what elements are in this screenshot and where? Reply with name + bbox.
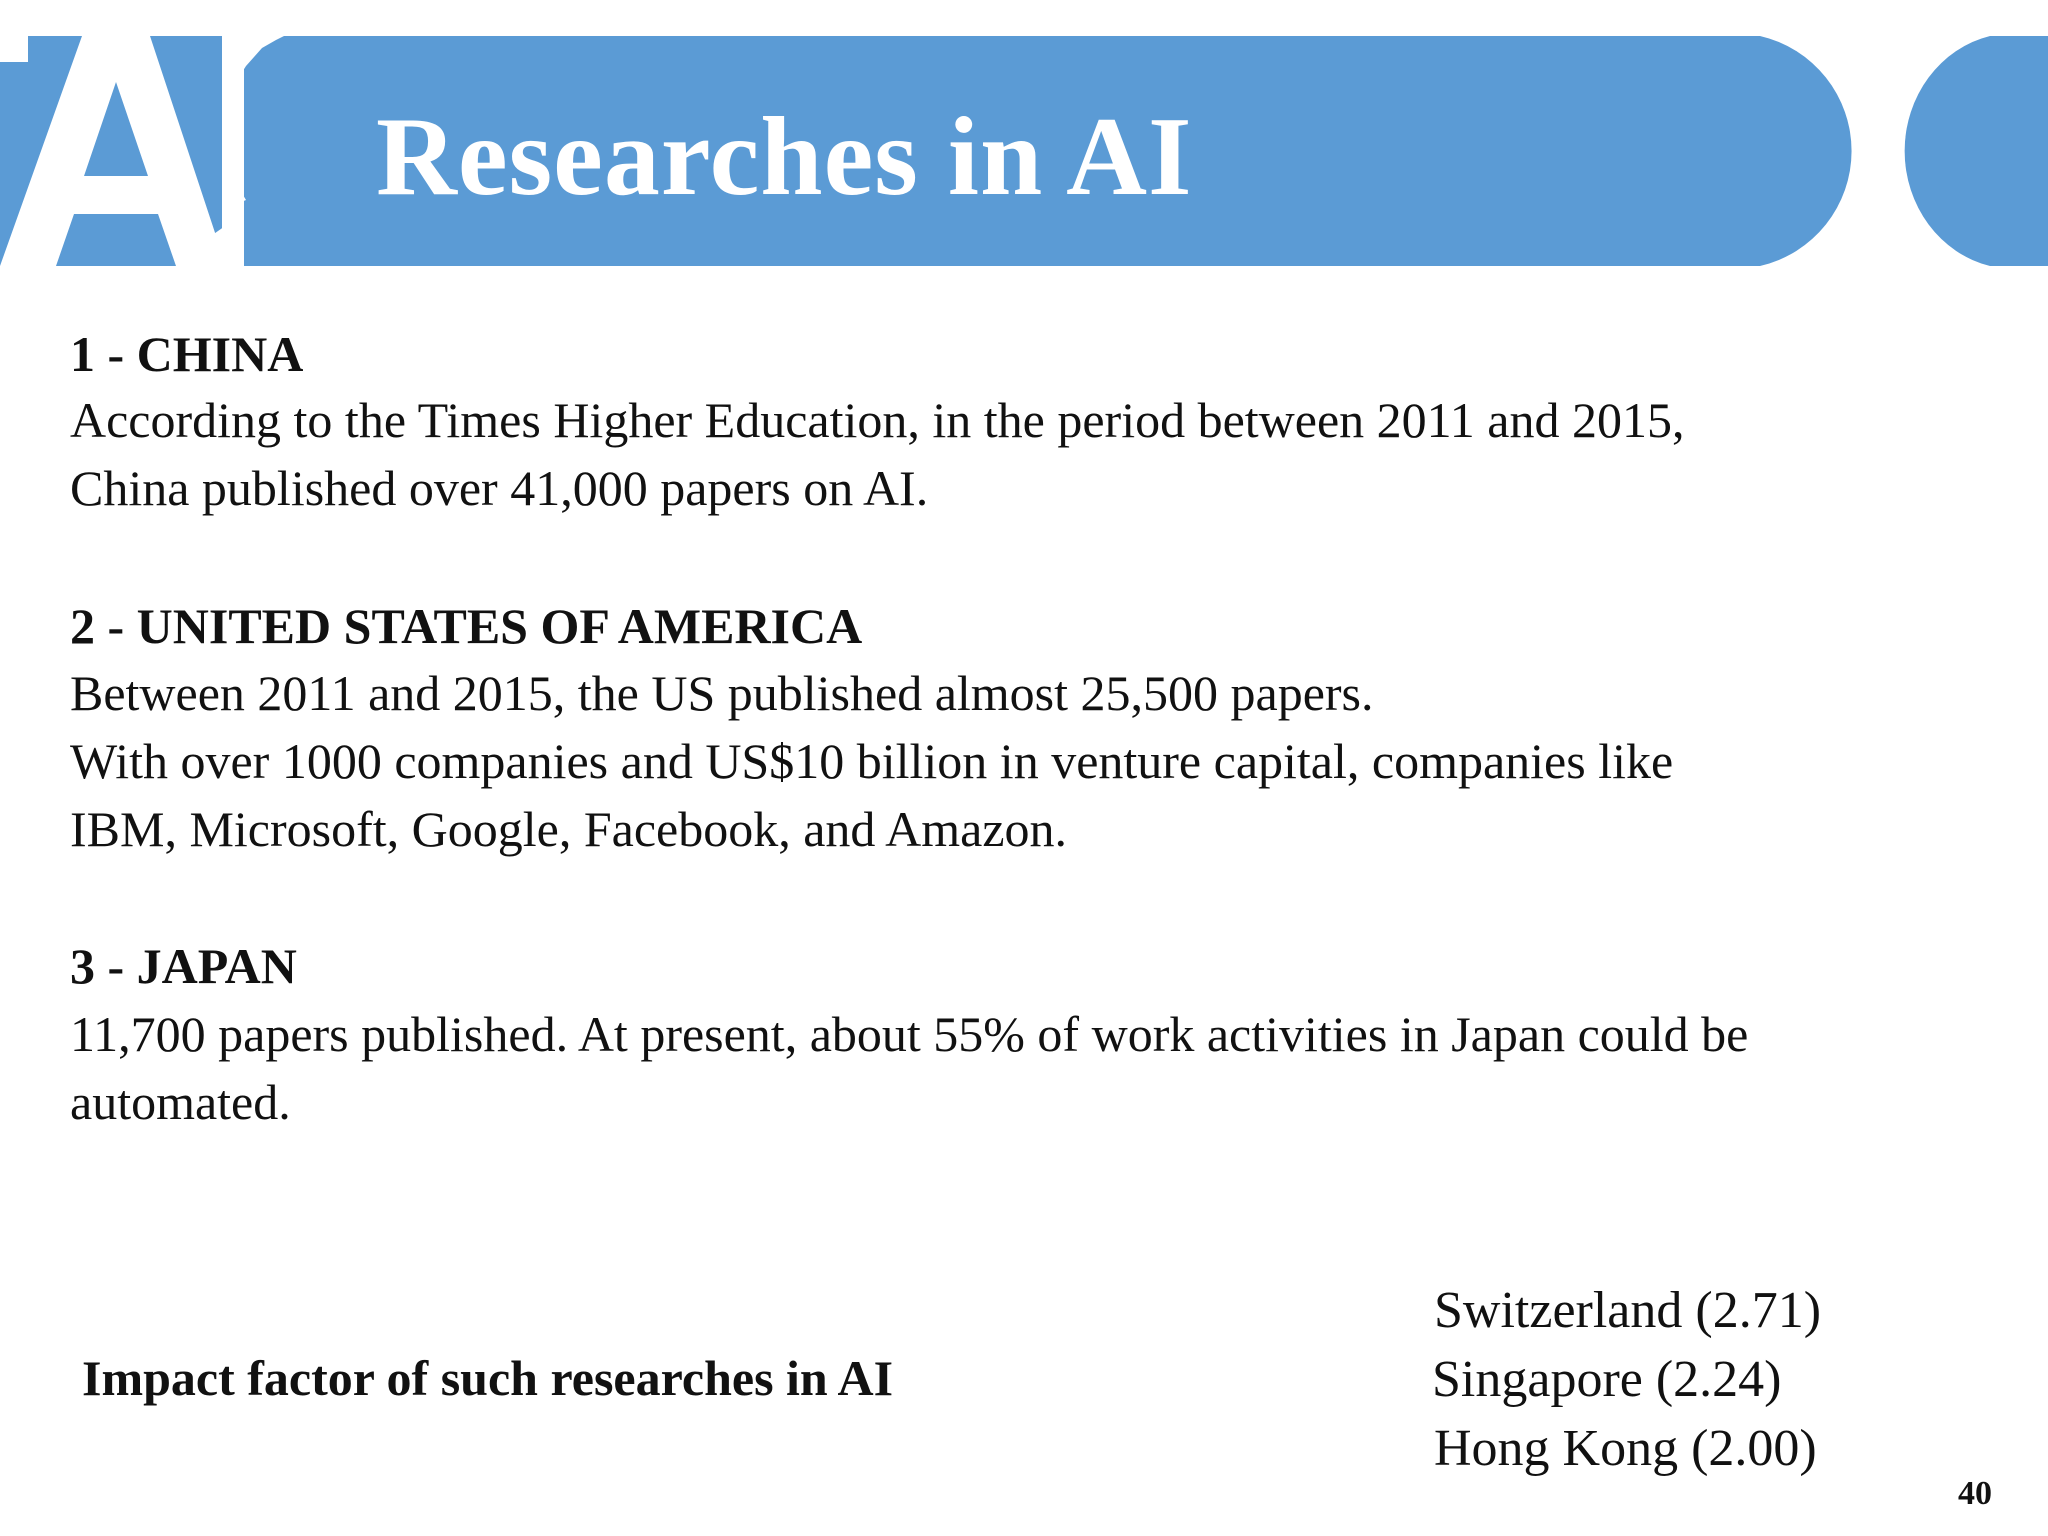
- section-body-japan: 11,700 papers published. At present, about 55% of work activities in Japan could be automated.: [70, 1006, 1749, 1130]
- impact-factor-list: [1432, 1276, 1821, 1483]
- page-number: 40: [1958, 1475, 1992, 1512]
- banner-right-ornament: [1905, 36, 2048, 266]
- section-body-china: According to the Times Higher Education, in the period between 2011 and 2015, China published over 41,000 papers on AI.: [70, 392, 1685, 516]
- section-body-usa: Between 2011 and 2015, the US published almost 25,500 papers. With over 1000 companies and US$10 billion in venture capital, companies like IBM, Microsoft, Google, Facebook, and Amazon.: [70, 665, 1674, 857]
- impact-item-hong-kong: Hong Kong (2.00): [1434, 1420, 1817, 1477]
- impact-item-switzerland: Switzerland (2.71): [1434, 1282, 1822, 1339]
- section-heading-china: 1 - CHINA: [70, 326, 304, 382]
- slide-title: Researches in AI: [376, 95, 1193, 219]
- impact-factor-label: Impact factor of such researches in AI: [82, 1350, 894, 1406]
- section-heading-japan: 3 - JAPAN: [70, 938, 297, 994]
- ai-logo-letter-i: [222, 36, 244, 266]
- impact-item-singapore: Singapore (2.24): [1432, 1351, 1782, 1408]
- section-heading-usa: 2 - UNITED STATES OF AMERICA: [70, 598, 863, 654]
